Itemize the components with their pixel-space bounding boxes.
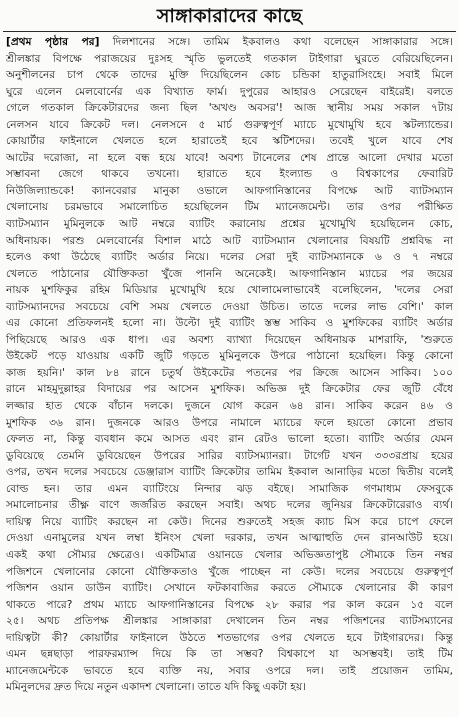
article-line: মুশফিক ৩৬ রান। দুজনকে আরও উপরে নামালে ম্যাচের ফলে হয়তো কোনো প্রভাব (6, 416, 453, 429)
article-line: লজ্জার হাত থেকে বাঁচান দলকে। দুজনে যোগ করেন ৬৪ রান। সাকিব করেন ৪৬ ও (6, 400, 453, 413)
article-line: দায়িত্বটা কী? কোয়ার্টার ফাইনালে উঠতে শতভাগের ওপর খেলতে হবে টাইগারদের। কিন্তু (6, 631, 453, 644)
article-line: ব্যাটসম্যানদের সবচেয়ে বেশি সময় খেলতে দেওয়া উচিত। তাতে দলের লাভ বেশি।' কাল (6, 300, 453, 313)
article-line: দেওয়া এনামুলের যখন লম্বা ইনিংস খেলা দরকার, তখন আত্মাহুতি দেন রানআউট হয়ে। (6, 532, 453, 545)
article-line: হলেও কথা উঠেছে ব্যাটিং অর্ডার নিয়ে। দলের সেরা দুই ব্যাটসম্যানকে ৬ ও ৭ নম্বরে (6, 251, 453, 264)
article-line: এর কোনো প্রতিফলনই হলো না। উল্টো দুই ব্যাটিং স্তম্ভ সাকিব ও মুশফিকের ব্যাটিং অর্ডার (6, 317, 453, 330)
article-line (6, 34, 453, 51)
article-line-text: দিলশানের সঙ্গে। তামিম ইকবালও কথা বলেছেন সাঙ্গাকারার সঙ্গে। (99, 36, 453, 48)
article-line: রানে মাহমুদুল্লাহর বিদায়ের পর আসেন মুশফিক। অভিজ্ঞ দুই ক্রিকেটার ফের জুটি বেঁধে (6, 383, 453, 396)
article-line: পিছিয়েছে আরও এক ধাপ। এর অবশ্য ব্যাখ্যা দিয়েছেন অধিনায়ক মাশরাফি, 'শুরুতে (6, 333, 453, 346)
article-line: গেলে গতকাল ক্রিকেটারদের জন্য ছিল 'অখণ্ড অবসর'! আজ স্থানীয় সময় সকাল ৭টায় (6, 102, 453, 115)
article-line: থাকতে পারে? প্রথম ম্যাচে আফগানিস্তানের বিপক্ষে ২৮ করার পর কাল করেন ১৫ বলে (6, 598, 453, 611)
article-line: ডুবিয়েছে তেমনি ডুবিয়েছেন উপরের সারির ব্যাটসম্যানরা। টার্গেট যখন ৩৩৩রপ্রায় হয়ের (6, 449, 453, 462)
article-line: আটের দরোজা, না হলে বন্ধ হয়ে যাবে! অবশ্য টানেলের শেষ প্রান্তে আলো দেখার মতো (6, 151, 453, 164)
article-line: সম্ভাবনা জেগে থাকবে তখনো। হারাতে হবে ইংল্যান্ড ও বিশ্বকাপের ফেবারিট (6, 168, 453, 181)
article-line: কোয়ার্টার ফাইনালে খেলতে হলে হারাতেই হবে স্কটিশদের। তবেই খুলে যাবে শেষ (6, 135, 453, 148)
article-line: ২৫। অথচ প্রতিপক্ষ শ্রীলঙ্কার সাঙ্গাকারা দেখালেন তিন নম্বর পজিশনের ব্যাটসম্যানের (6, 615, 453, 628)
article-line: সমালোচনার তীক্ষ্ণ বাণে জর্জরিত করছেন সবাই। অথচ দলের জুনিয়র ক্রিকেটারেরাও ব্যর্থ। (6, 499, 453, 512)
article-line: কাজ হয়নি।' কাল ৮৪ রানে চতুর্থ উইকেটের পতনের পর ক্রিজে আসেন সাকিব। ১০০ (6, 366, 453, 379)
article-line: ঘুরে এলেন মেলবোর্নের এক বিখ্যাত ফার্ম। দুপুরের আহারও সেরেছেন বাইরেই। বলতে (6, 85, 453, 98)
article-line: মমিনুলদের দ্রুত দিয়ে নতুন একাদশ খেলানো। তাতে যদি কিছু একটা হয়। (6, 681, 307, 694)
article-line: ব্যাটসম্যান মুমিনুলকে আট নম্বরে ব্যাটিং করানোয় প্রশ্নের মুখোমুখি হয়েছিলেন কোচ, (6, 218, 453, 231)
article-line: একই কথা সৌম্যর ক্ষেত্রেও। একটিমাত্র ওয়ানডে খেলার অভিজ্ঞতাপুষ্ট সৌম্যকে তিন নম্বর (6, 548, 453, 561)
article-line: পজিশন ওয়ান ডাউন ব্যাটিং। সেখানে ফটকাবাজির করতে সৌম্যকে খেলানোর কী কারণ (6, 582, 453, 595)
article-line: বোল্ড হন। তার এমন ব্যাটিংয়ে নিন্দার ঝড় বইছে। সামাজিক গণমাধ্যম ফেসবুকে (6, 482, 453, 495)
continued-from-front-page-label: [প্রথম পৃষ্ঠার পর] (6, 36, 100, 48)
article-line: ম্যানেজমেন্টকে ভাবতে হবে ব্যক্তি নয়, সবার ওপরে দল। তাই প্রয়োজন তামিম, (6, 664, 453, 677)
article-line: খেলানোয় চরমভাবে সমালোচিত হয়েছিলেন টিম ম্যানেজমেন্ট। তার ওপর পরীক্ষিত (6, 201, 453, 214)
article-line: অনুশীলনের চাপ থেকে তাদের মুক্তি দিয়েছিলেন কোচ চন্ডিকা হাতুরাসিংহে। সবাই মিলে (6, 69, 453, 82)
article-line: শ্রীলঙ্কার বিপক্ষে পরাজয়ের দুঃসহ স্মৃতি ভুলতেই গতকাল টাইগারা ঘুরতে বেরিয়েছিলেন। (6, 52, 453, 65)
headline-divider (3, 31, 456, 32)
article-line: নায়ক মুশফিকুর রহিম মিডিয়ার মুখোমুখি হয়ে খোলামেলাভাবেই বলেছিলেন, 'দলের সেরা (6, 284, 453, 297)
article-headline: সাঙ্গাকারাদের কাছে (156, 5, 303, 27)
article-line: ফেলত না, কিন্তু ব্যবধান কমে আসত এবং রান রেটও ভালো হতো। ব্যাটিং অর্ডার যেমন (6, 433, 453, 446)
article-line: নেলসন যাবে ক্রিকেট দল। নেলসনে ৫ মার্চ গুরুত্বপূর্ণ ম্যাচে মুখোমুখি হবে স্কটল্যান্ডের। (6, 118, 453, 131)
article-line: অধিনায়ক। পরশু মেলবোর্নের বিশাল মাঠে আট ব্যাটসম্যান খেলানোর বিষয়টি প্রশ্নবিদ্ধ না (6, 234, 453, 247)
article-line: খেলতে পাঠানোর যৌক্তিকতা খুঁজে পাননি অনেকেই। আফগানিস্তান ম্যাচের পর জয়ের (6, 267, 453, 280)
article-line: নিউজিল্যান্ডকে! ক্যানবেরার মানুকা ওভালে আফগানিস্তানের বিপক্ষে আট ব্যাটসম্যান (6, 184, 453, 197)
article-line: পজিশনে খেলানোর কোনো যৌক্তিকতাও খুঁজে পাচ্ছেন না কেউ। দলের সবচেয়ে গুরুত্বপূর্ণ (6, 565, 453, 578)
article-line: ওপর, তখন দলের সবচেয়ে ডেঞ্জারাস ব্যাটিং ক্রিকেটার তামিম ইকবাল আনাড়ির মতো দ্বিতীয় বলেই (6, 466, 453, 479)
article-line: এমন ছন্নছাড়া পারফরম্যান্স দিয়ে কি তা সম্ভব? বিশ্বকাপে যা অসম্ভবই। তাই টিম (6, 648, 453, 661)
article-body (6, 34, 453, 714)
article-line: দায়িত্ব নিয়ে ব্যাটিং করছেন না কেউ। দিনের শুরুতেই সহজ ক্যাচ মিস করে চাপে ফেলে (6, 515, 453, 528)
article-line: উইকেট পড়ে যাওয়ায় একটি জুটি গড়তে মুমিনুলকে উপরে পাঠানো হয়েছিল। কিন্তু কোনো (6, 350, 453, 363)
